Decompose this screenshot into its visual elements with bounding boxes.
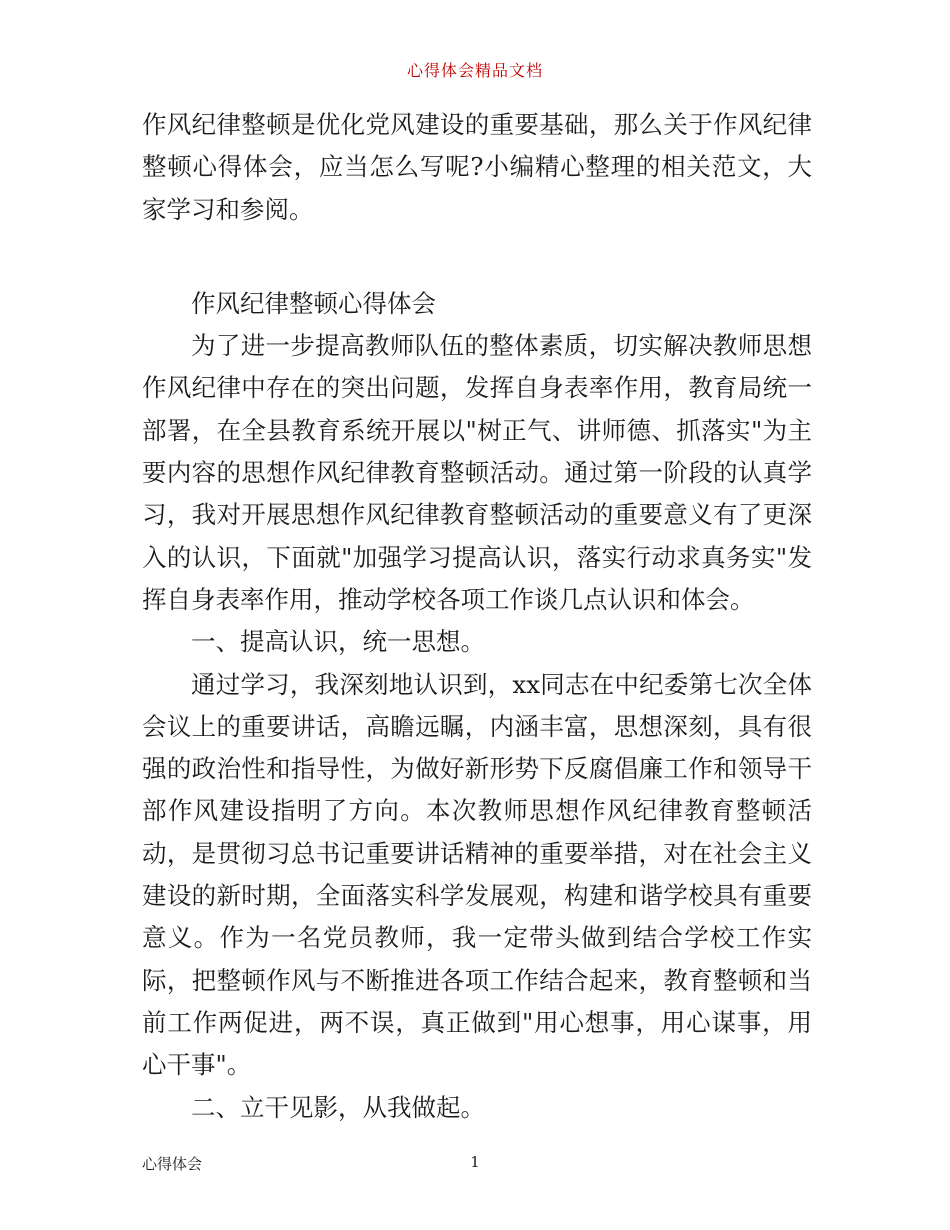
footer-label: 心得体会 xyxy=(142,1155,203,1173)
section-heading-1: 一、提高认识，统一思想。 xyxy=(191,627,485,657)
article-title: 作风纪律整顿心得体会 xyxy=(191,288,436,318)
page-number: 1 xyxy=(470,1153,480,1171)
section-heading-2: 二、立干见影，从我做起。 xyxy=(191,1092,485,1122)
intro-paragraph: 作风纪律整顿是优化党风建设的重要基础，那么关于作风纪律整顿心得体会，应当怎么写呢?小编精心整理的相关范文，大家学习和参阅。 xyxy=(142,110,812,224)
header-title: 心得体会精品文档 xyxy=(406,61,543,80)
document-body xyxy=(142,104,812,1129)
body-paragraph-2: 通过学习，我深刻地认识到，xx同志在中纪委第七次全体会议上的重要讲话，高瞻远瞩，内涵丰富，思想深刻，具有很强的政治性和指导性，为做好新形势下反腐倡廉工作和领导干部作风建设指明了方向。本次教师思想作风纪律教育整顿活动，是贯彻习总书记重要讲话精神的重要举措，对在社会主义建设的新时期，全面落实科学发展观，构建和谐学校具有重要意义。作为一名党员教师，我一定带头做到结合学校工作实际，把整顿作风与不断推进各项工作结合起来，教育整顿和当前工作两促进，两不误，真正做到"用心想事，用心谋事，用心干事"。 xyxy=(142,669,812,1080)
body-paragraph-1: 为了进一步提高教师队伍的整体素质，切实解决教师思想作风纪律中存在的突出问题，发挥自身表率作用，教育局统一部署，在全县教育系统开展以"树正气、讲师德、抓落实"为主要内容的思想作风纪律教育整顿活动。通过第一阶段的认真学习，我对开展思想作风纪律教育整顿活动的重要意义有了更深入的认识，下面就"加强学习提高认识，落实行动求真务实"发挥自身表率作用，推动学校各项工作谈几点认识和体会。 xyxy=(142,331,812,614)
